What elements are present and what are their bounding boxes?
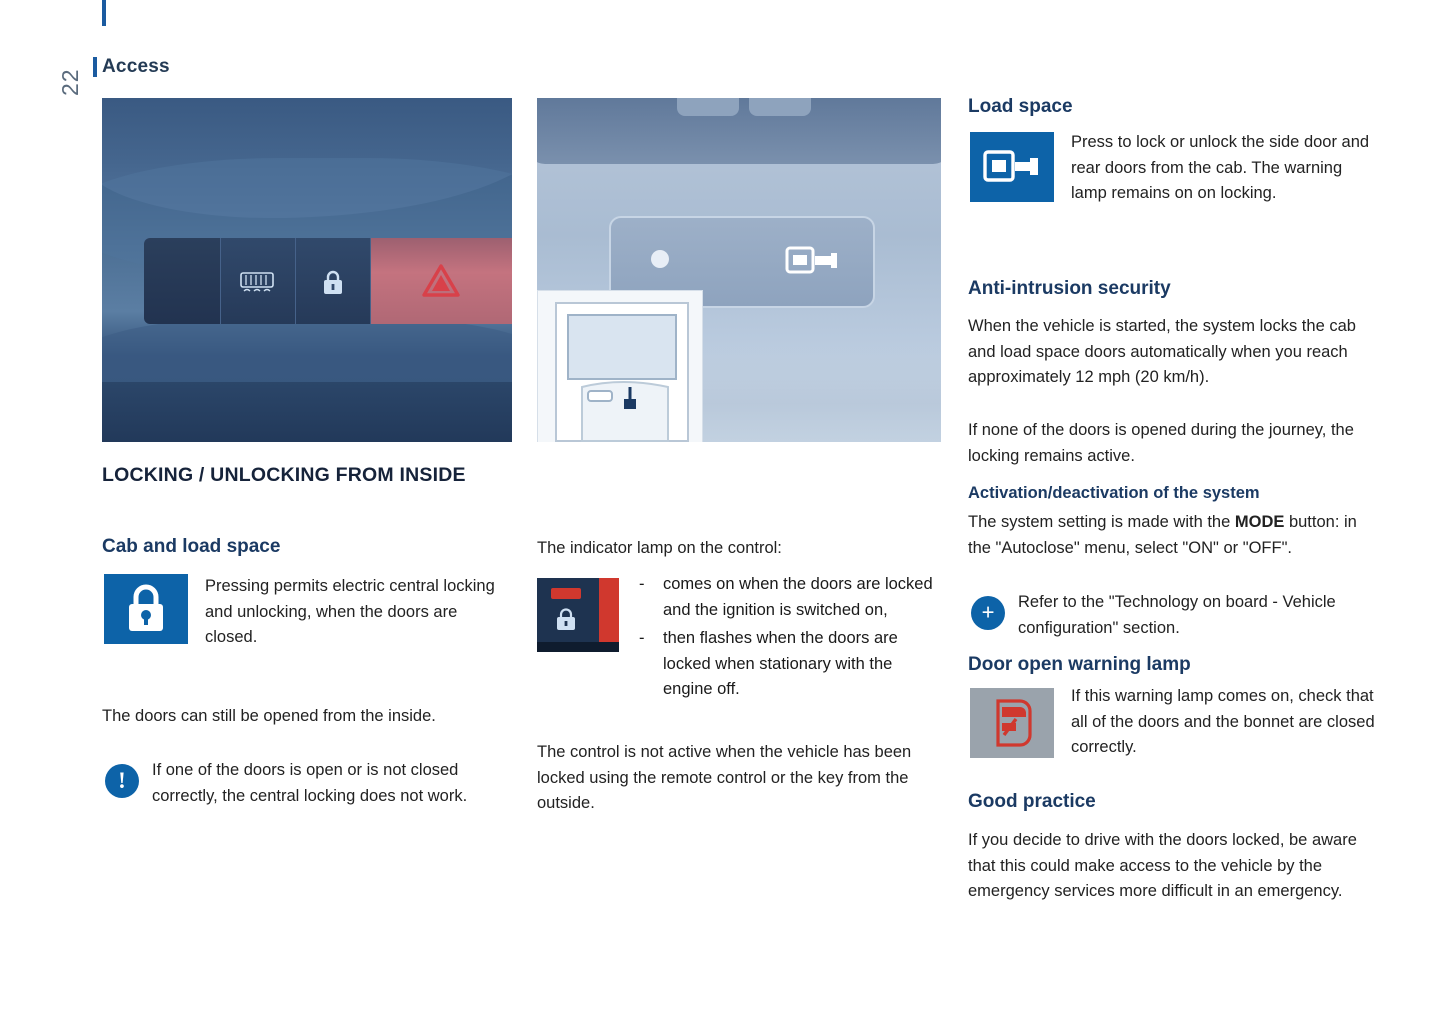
info-plus-icon bbox=[971, 596, 1005, 630]
dash-bottom-band bbox=[102, 382, 512, 442]
door-open-warning-pictogram bbox=[970, 688, 1054, 758]
system-setting-paragraph bbox=[968, 510, 1376, 561]
list-item bbox=[639, 572, 939, 623]
load-space-lock-pictogram bbox=[970, 132, 1054, 202]
indicator-lamp-lead: The indicator lamp on the control: bbox=[537, 539, 782, 557]
van-door-illustration bbox=[538, 291, 702, 442]
exclamation-symbol: ! bbox=[118, 768, 126, 793]
central-locking-warning-paragraph: If one of the doors is open or is not closed correctly, the central locking does not work. bbox=[152, 761, 468, 805]
headliner-shape bbox=[537, 98, 941, 164]
system-setting-text-b: button: in the "Autoclose" menu, select "ON" or "OFF". bbox=[968, 513, 1357, 557]
load-space-heading: Load space bbox=[968, 96, 1073, 117]
list-item bbox=[639, 626, 939, 703]
locking-unlocking-heading: LOCKING / UNLOCKING FROM INSIDE bbox=[102, 464, 466, 486]
cab-load-space-paragraph: Pressing permits electric central locking and unlocking, when the doors are closed. bbox=[205, 577, 495, 646]
page-section-title: Access bbox=[102, 56, 170, 77]
pod-indicator-lamp bbox=[651, 250, 669, 268]
anti-intrusion-paragraph-2: If none of the doors is opened during the journey, the locking remains active. bbox=[968, 421, 1354, 465]
hazard-warning-icon bbox=[422, 264, 460, 298]
load-space-lock-icon bbox=[983, 146, 1041, 188]
rear-defrost-icon bbox=[240, 270, 274, 294]
door-inset-photo bbox=[537, 290, 703, 442]
reference-paragraph: Refer to the "Technology on board - Vehicle configuration" section. bbox=[1018, 593, 1336, 637]
dash-marker: - bbox=[639, 575, 645, 593]
anti-intrusion-paragraph-1: When the vehicle is started, the system locks the cab and load space doors automatically when you reach approximately 12 mph (20 km/h). bbox=[968, 317, 1356, 386]
load-space-lock-icon bbox=[785, 240, 839, 280]
lamp-red-strip bbox=[599, 578, 619, 652]
page-number: 22 bbox=[57, 68, 83, 96]
indicator-lamp-list bbox=[639, 572, 939, 703]
activation-subheading: Activation/deactivation of the system bbox=[968, 484, 1260, 502]
info-plus-symbol: + bbox=[981, 600, 995, 625]
doors-opened-inside-paragraph: The doors can still be opened from the inside. bbox=[102, 707, 436, 725]
good-practice-heading: Good practice bbox=[968, 791, 1096, 812]
cab-and-load-space-heading: Cab and load space bbox=[102, 536, 281, 557]
anti-intrusion-heading: Anti-intrusion security bbox=[968, 278, 1171, 299]
padlock-pictogram bbox=[104, 574, 188, 644]
door-open-warning-heading: Door open warning lamp bbox=[968, 654, 1191, 675]
mode-button-label: MODE bbox=[1234, 513, 1285, 531]
exclamation-icon bbox=[105, 764, 139, 798]
dash-marker: - bbox=[639, 629, 645, 647]
header-accent-bar bbox=[102, 0, 106, 26]
lamp-base bbox=[537, 642, 619, 652]
central-locking-icon bbox=[322, 270, 344, 296]
indicator-lamp-image bbox=[537, 578, 619, 652]
control-not-active-paragraph: The control is not active when the vehicle has been locked using the remote control or the key from the outside. bbox=[537, 743, 912, 812]
load-space-control-illustration bbox=[537, 98, 941, 442]
door-open-warning-icon bbox=[990, 697, 1034, 749]
door-open-warning-paragraph: If this warning lamp comes on, check that all of the doors and the bonnet are closed correctly. bbox=[1071, 687, 1375, 756]
good-practice-paragraph: If you decide to drive with the doors locked, be aware that this could make access to the vehicle by the emergency services more difficult in an emergency. bbox=[968, 831, 1357, 900]
list-item-text: comes on when the doors are locked and the ignition is switched on, bbox=[663, 575, 933, 619]
list-item-text: then flashes when the doors are locked when stationary with the engine off. bbox=[663, 629, 898, 698]
dashboard-controls-illustration bbox=[102, 98, 512, 442]
lamp-red-bar bbox=[551, 588, 581, 599]
load-space-paragraph: Press to lock or unlock the side door and rear doors from the cab. The warning lamp remains on on locking. bbox=[1071, 133, 1370, 202]
headliner-notch-right bbox=[749, 98, 811, 116]
lock-indicator-icon bbox=[555, 608, 577, 632]
headliner-notch-left bbox=[677, 98, 739, 116]
padlock-icon bbox=[123, 584, 169, 634]
system-setting-text-a: The system setting is made with the bbox=[968, 513, 1235, 531]
